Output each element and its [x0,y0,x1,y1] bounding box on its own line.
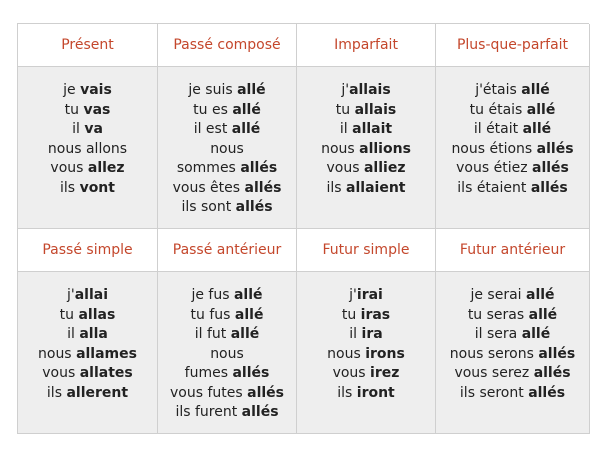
pronoun-text: tu seras [467,306,529,323]
tense-header: Passé composé [158,24,297,67]
tense-header: Futur antérieur [436,229,590,272]
pronoun-text: tu [59,306,79,323]
conjugation-line [158,81,296,101]
verb-form: allai [74,287,109,303]
conjugation-line [18,101,157,121]
verb-form: allaient [346,179,406,196]
verb-form: allés [538,345,576,362]
pronoun-text: nous étions [451,140,537,157]
tense-header: Imparfait [297,24,436,67]
conjugation-line [18,306,157,326]
verb-form: allé [231,121,261,137]
conjugation-line [436,159,589,179]
pronoun-text: il [349,326,362,342]
pronoun-text: il [72,121,85,137]
conjugation-line [158,384,296,404]
verb-form: allés [533,365,571,381]
verb-form: allé [526,287,555,303]
conjugation-line [436,286,589,306]
conjugation-line [18,384,157,404]
pronoun-text: vous serez [454,365,534,381]
verb-form: iras [360,306,391,323]
pronoun-text: ils [326,179,347,196]
verb-form: allé [528,306,558,323]
pronoun-text: ils furent [175,404,242,420]
pronoun-text: j' [349,287,357,303]
conjugation-line [297,120,435,140]
verb-form: allé [230,326,260,342]
pronoun-text: ils seront [459,384,529,401]
verb-form: ira [361,326,383,342]
conjugation-line [297,384,435,404]
verb-form: allates [79,365,133,381]
pronoun-text: tu [64,101,84,118]
conjugation-line [158,198,296,218]
verb-form: allé [233,287,263,303]
verb-form: allé [232,101,261,118]
pronoun-text: vous futes [170,384,248,401]
verb-form: irai [356,287,383,303]
conjugation-line [297,81,435,101]
conjugation-cell [297,67,436,229]
pronoun-text: il fut [194,326,231,342]
verb-form: irez [370,365,400,381]
conjugation-line [436,384,589,404]
pronoun-text: tu [335,101,355,118]
verb-form: allions [359,140,411,157]
conjugation-line [158,306,296,326]
conjugation-line [158,286,296,306]
conjugation-line [436,179,589,199]
pronoun-text: je fus [191,287,234,303]
conjugation-line [158,159,296,179]
verb-form: allais [354,101,397,118]
verb-form: allés [240,160,278,176]
pronoun-text: je serai [470,287,526,303]
conjugation-line [436,345,589,365]
conjugation-cell [436,272,590,434]
verb-form: va [84,121,103,137]
conjugation-cell [158,67,297,229]
verb-form: allés [532,160,569,176]
tense-header: Passé antérieur [158,229,297,272]
pronoun-text: il est [193,121,232,137]
verb-form: allés [247,384,284,401]
conjugation-line [18,325,157,345]
conjugation-cell [297,272,436,434]
conjugation-line [297,101,435,121]
conjugation-line [158,345,296,365]
conjugation-line [18,140,157,160]
conjugation-line [18,159,157,179]
tense-header: Plus-que-parfait [436,24,590,67]
verb-form: allait [352,121,393,137]
pronoun-text: fumes [184,365,233,381]
conjugation-line [158,364,296,384]
pronoun-text: il était [473,121,523,137]
verb-form: allés [536,140,574,157]
pronoun-text: ils étaient [457,179,531,196]
verb-form: alla [79,326,108,342]
conjugation-line [18,364,157,384]
pronoun-text: il sera [474,326,522,342]
verb-form: allez [87,160,125,176]
conjugation-line [18,81,157,101]
verb-form: allés [528,384,566,401]
conjugation-line [158,120,296,140]
pronoun-text: il [67,326,80,342]
pronoun-text: nous [321,140,360,157]
pronoun-text: vous [42,365,80,381]
verb-form: vas [83,101,111,118]
verb-form: allas [78,306,116,323]
pronoun-text: tu fus [190,306,235,323]
conjugation-line [297,364,435,384]
conjugation-line [158,101,296,121]
verb-form: allés [530,179,568,196]
conjugation-line [297,286,435,306]
pronoun-text: j'étais [475,82,522,98]
conjugation-line [436,81,589,101]
verb-form: allés [241,404,279,420]
conjugation-line [436,306,589,326]
verb-form: irons [365,345,405,362]
conjugation-cell [18,67,158,229]
pronoun-text: j' [341,82,350,98]
conjugation-line [436,364,589,384]
conjugation-line [18,179,157,199]
pronoun-text: nous serons [449,345,539,362]
conjugation-line [18,345,157,365]
verb-form: allés [244,179,282,196]
conjugation-line [158,179,296,199]
pronoun-text: ils [60,179,80,196]
verb-form: allé [521,82,550,98]
conjugation-line [18,120,157,140]
verb-form: iront [356,384,395,401]
pronoun-text: je suis [188,82,238,98]
pronoun-text: vous [326,160,364,176]
conjugation-table [17,23,589,434]
verb-form: allé [234,306,264,323]
conjugation-line [18,286,157,306]
conjugation-line [297,345,435,365]
pronoun-text: vous [332,365,371,381]
conjugation-line [436,120,589,140]
conjugation-line [436,140,589,160]
conjugation-line [436,101,589,121]
verb-form: vais [80,82,112,98]
pronoun-text: je [63,82,81,98]
verb-form: vont [79,179,115,196]
conjugation-line [297,140,435,160]
verb-form: allerent [66,384,129,401]
pronoun-text: tu étais [469,101,527,118]
pronoun-text: nous [210,140,244,157]
verb-form: allé [522,121,552,137]
conjugation-line [297,159,435,179]
verb-form: allé [237,82,266,98]
verb-form: allais [349,82,391,98]
conjugation-line [158,403,296,423]
pronoun-text: tu [341,306,361,323]
conjugation-cell [18,272,158,434]
pronoun-text: il [339,121,353,137]
tense-header: Présent [18,24,158,67]
pronoun-text: j' [66,287,75,303]
verb-form: alliez [363,160,406,176]
pronoun-text: vous [50,160,88,176]
verb-form: allés [235,199,273,215]
conjugation-line [158,325,296,345]
conjugation-line [297,179,435,199]
conjugation-cell [158,272,297,434]
tense-header: Futur simple [297,229,436,272]
verb-form: allames [76,345,137,362]
pronoun-text: nous [327,345,366,362]
verb-form: allés [232,365,270,381]
pronoun-text: ils sont [181,199,236,215]
conjugation-line [297,325,435,345]
conjugation-line [297,306,435,326]
verb-form: allé [526,101,556,118]
conjugation-cell [436,67,590,229]
conjugation-line [158,140,296,160]
pronoun-text: ils [46,384,67,401]
tense-header: Passé simple [18,229,158,272]
pronoun-text: sommes [176,160,241,176]
pronoun-text: tu es [193,101,233,118]
pronoun-text: ils [337,384,357,401]
pronoun-text: vous êtes [172,179,245,196]
pronoun-text: vous étiez [456,160,532,176]
pronoun-text: nous allons [47,140,128,157]
pronoun-text: nous [38,345,77,362]
verb-form: allé [521,326,551,342]
pronoun-text: nous [210,345,244,362]
conjugation-line [436,325,589,345]
